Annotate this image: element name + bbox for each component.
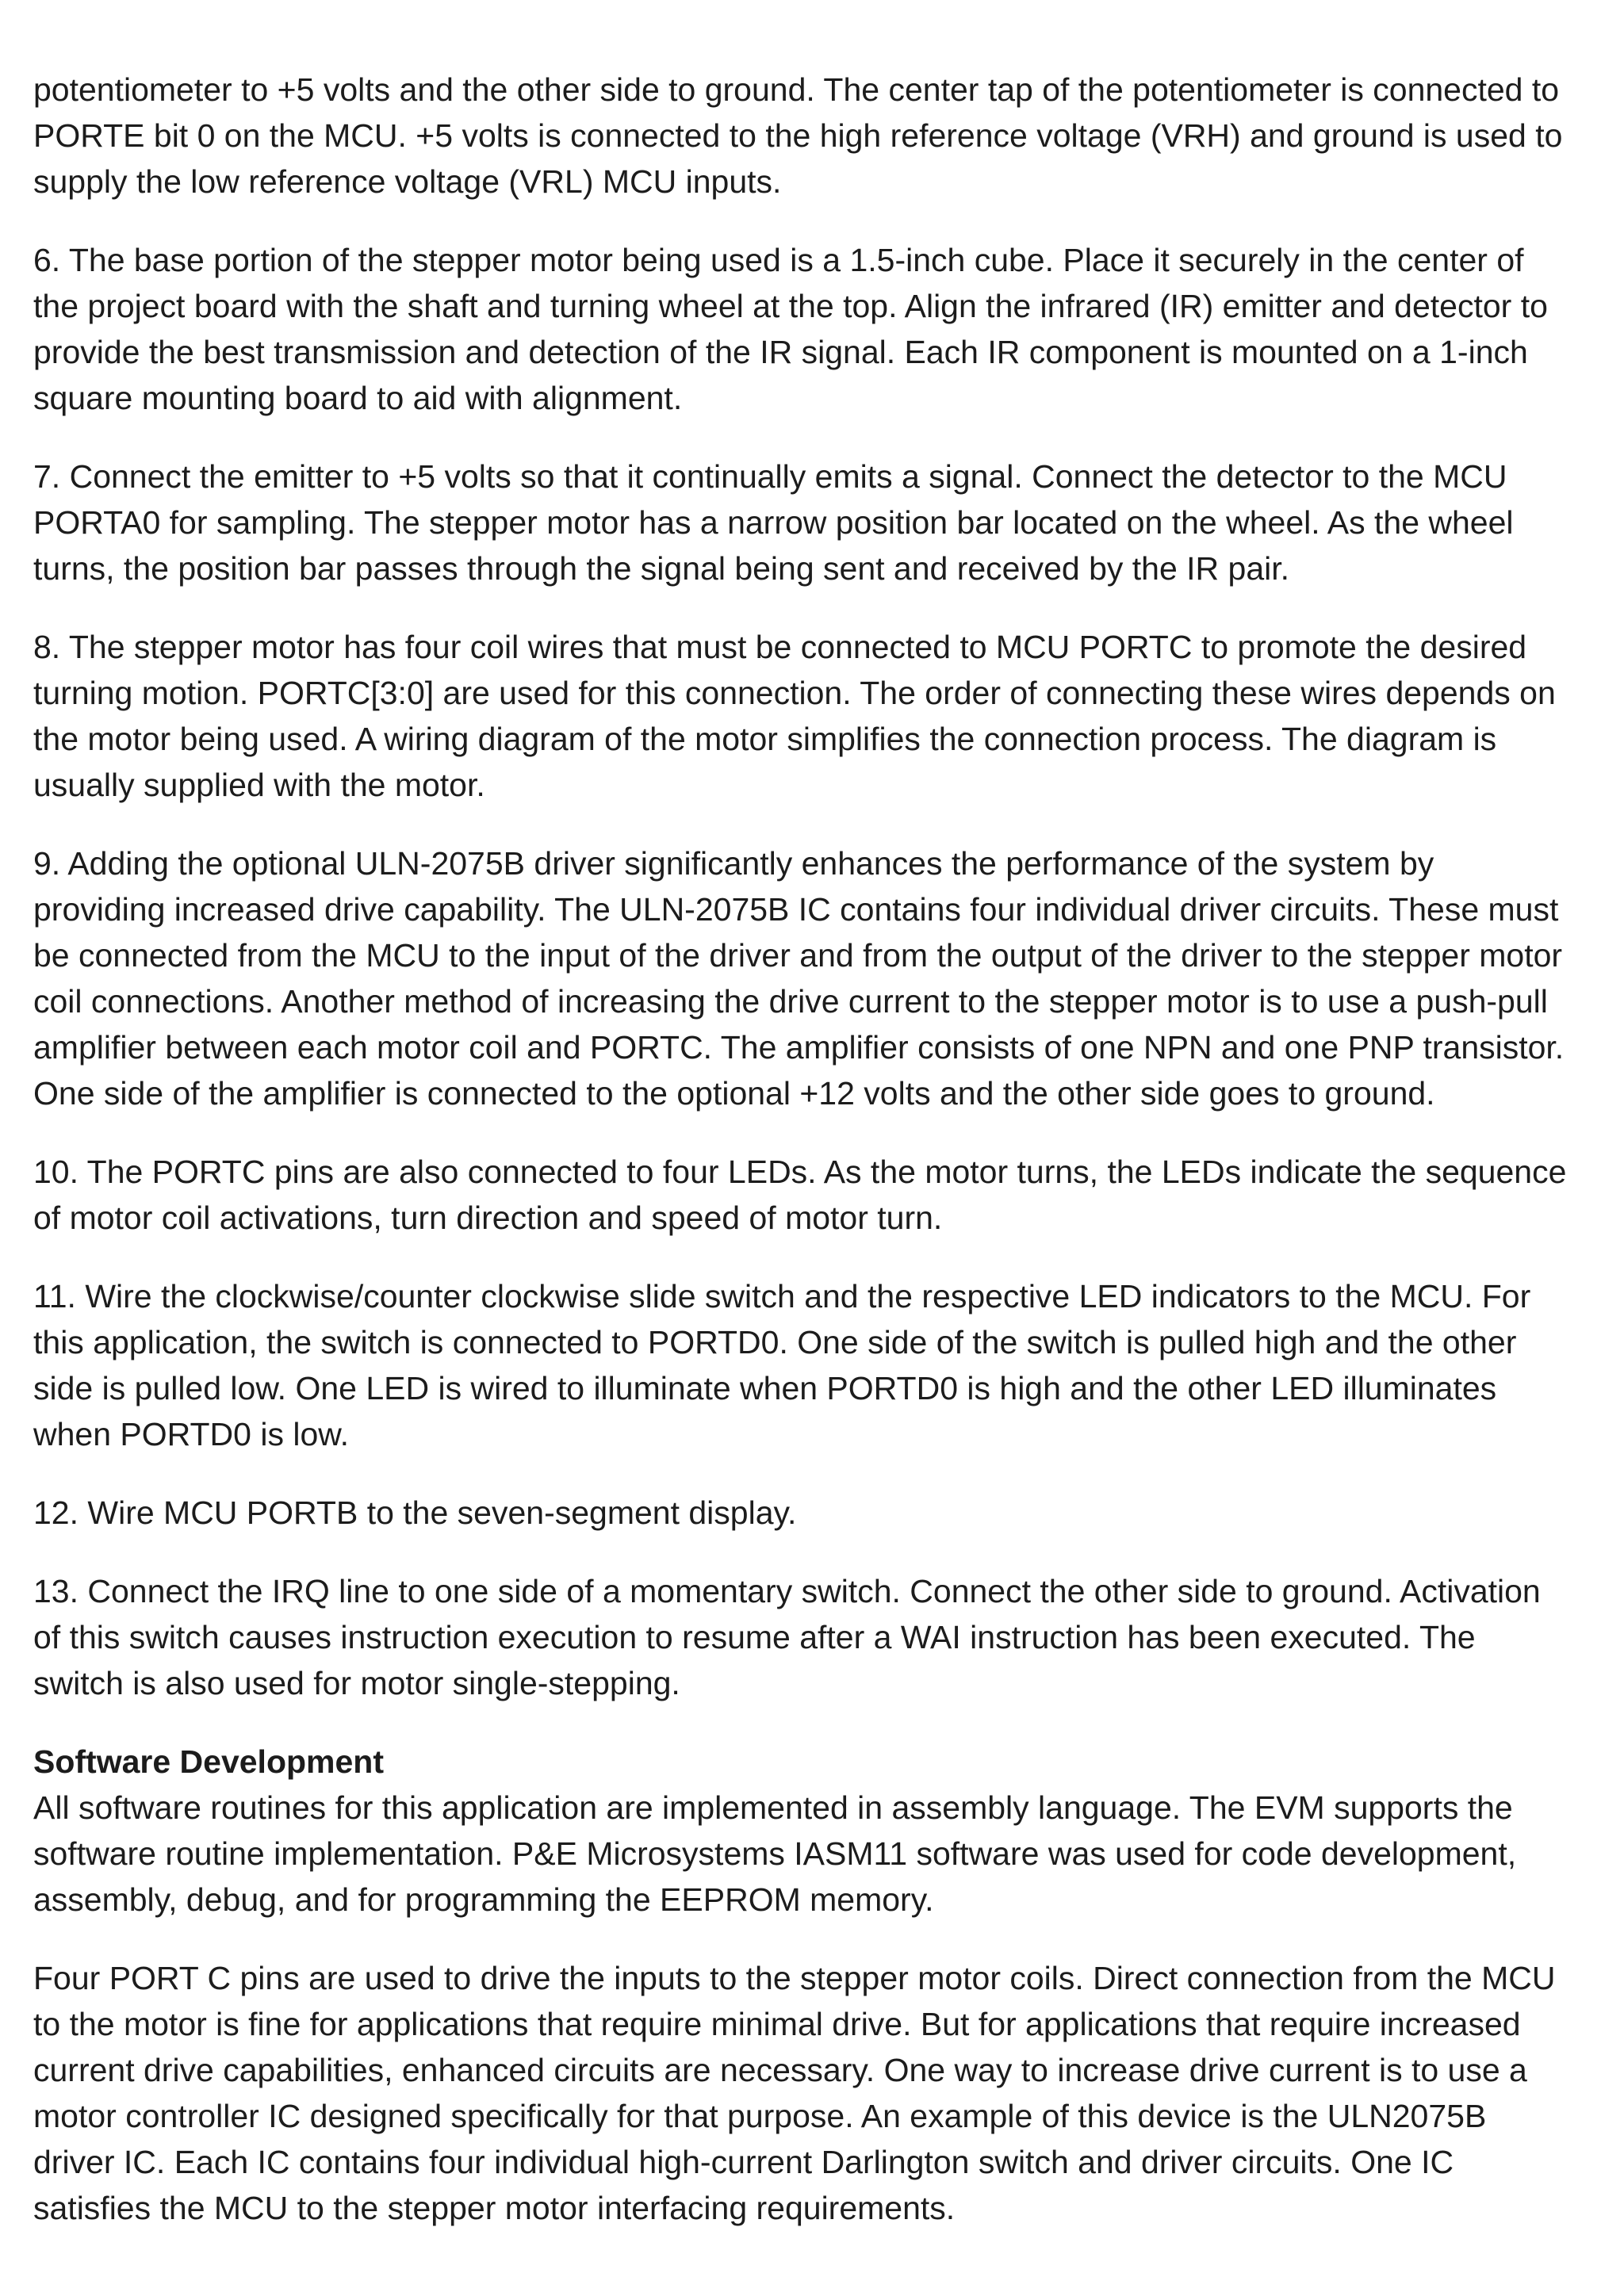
paragraph-step-12 [33,1490,1595,1536]
text-line: be connected from the MCU to the input of the driver and from the output of the driver to the stepper motor [33,937,1563,974]
text-line: of this switch causes instruction execution to resume after a WAI instruction has been executed. The [33,1619,1476,1655]
text-line: driver IC. Each IC contains four individual high-current Darlington switch and driver circuits. One IC [33,2144,1454,2180]
text-line: side is pulled low. One LED is wired to illuminate when PORTD0 is high and the other LED illuminates [33,1370,1497,1406]
text-line: usually supplied with the motor. [33,767,485,803]
text-line: provide the best transmission and detection of the IR signal. Each IR component is mounted on a 1-inch [33,334,1528,370]
text-line: 6. The base portion of the stepper motor being used is a 1.5-inch cube. Place it securely in the center of [33,242,1524,278]
paragraph-step-8 [33,624,1595,808]
text-line: Four PORT C pins are used to drive the inputs to the stepper motor coils. Direct connection from the MCU [33,1960,1556,1996]
text-line: PORTE bit 0 on the MCU. +5 volts is connected to the high reference voltage (VRH) and ground is used to [33,117,1563,154]
software-development-section [33,1739,1595,2231]
text-line: the motor being used. A wiring diagram of the motor simplifies the connection process. The diagram is [33,721,1497,757]
text-line: assembly, debug, and for programming the EEPROM memory. [33,1881,934,1918]
text-line: to the motor is fine for applications that require minimal drive. But for applications that require increased [33,2006,1521,2042]
document-page [33,67,1595,2231]
text-line: coil connections. Another method of increasing the drive current to the stepper motor is to use a push-pull [33,983,1548,1020]
text-line: 9. Adding the optional ULN-2075B driver significantly enhances the performance of the system by [33,845,1434,882]
text-line: switch is also used for motor single-stepping. [33,1665,680,1701]
text-line: One side of the amplifier is connected to the optional +12 volts and the other side goes to ground. [33,1075,1435,1112]
section-heading: Software Development [33,1743,384,1780]
paragraph-software-intro [33,1739,1595,1923]
text-line: software routine implementation. P&E Microsystems IASM11 software was used for code development, [33,1835,1517,1872]
text-line: square mounting board to aid with alignment. [33,380,683,416]
paragraph-step-6 [33,237,1595,421]
text-line: PORTA0 for sampling. The stepper motor has a narrow position bar located on the wheel. As the wheel [33,504,1514,541]
text-line: 7. Connect the emitter to +5 volts so that it continually emits a signal. Connect the detector to the MCU [33,458,1507,495]
text-line: the project board with the shaft and turning wheel at the top. Align the infrared (IR) emitter and detector to [33,288,1548,324]
text-line: All software routines for this application are implemented in assembly language. The EVM supports the [33,1789,1513,1826]
text-line: 13. Connect the IRQ line to one side of a momentary switch. Connect the other side to ground. Activation [33,1573,1541,1609]
text-line: when PORTD0 is low. [33,1416,350,1452]
paragraph-potentiometer-continued [33,67,1595,205]
paragraph-step-9 [33,840,1595,1116]
paragraph-port-c-drive [33,1955,1595,2231]
text-line: amplifier between each motor coil and PORTC. The amplifier consists of one NPN and one PNP transistor. [33,1029,1565,1066]
text-line: 8. The stepper motor has four coil wires that must be connected to MCU PORTC to promote the desired [33,629,1527,665]
text-line: turning motion. PORTC[3:0] are used for this connection. The order of connecting these wires depends on [33,675,1556,711]
text-line: of motor coil activations, turn direction and speed of motor turn. [33,1200,943,1236]
text-line: this application, the switch is connected to PORTD0. One side of the switch is pulled high and the other [33,1324,1517,1360]
text-line: satisfies the MCU to the stepper motor interfacing requirements. [33,2190,956,2226]
text-line: providing increased drive capability. The ULN-2075B IC contains four individual driver circuits. These must [33,891,1559,928]
paragraph-step-13 [33,1568,1595,1706]
text-line: current drive capabilities, enhanced circuits are necessary. One way to increase drive current is to use a [33,2052,1527,2088]
paragraph-step-11 [33,1273,1595,1457]
text-line: potentiometer to +5 volts and the other side to ground. The center tap of the potentiometer is connected to [33,71,1560,108]
text-line: motor controller IC designed specifically for that purpose. An example of this device is the ULN2075B [33,2098,1487,2134]
paragraph-step-10 [33,1149,1595,1241]
text-line: supply the low reference voltage (VRL) MCU inputs. [33,163,782,200]
text-line: 12. Wire MCU PORTB to the seven-segment display. [33,1494,797,1531]
text-line: 10. The PORTC pins are also connected to four LEDs. As the motor turns, the LEDs indicate the sequence [33,1154,1567,1190]
text-line: turns, the position bar passes through the signal being sent and received by the IR pair. [33,550,1290,587]
text-line: 11. Wire the clockwise/counter clockwise slide switch and the respective LED indicators to the MCU. For [33,1278,1531,1314]
paragraph-step-7 [33,453,1595,591]
